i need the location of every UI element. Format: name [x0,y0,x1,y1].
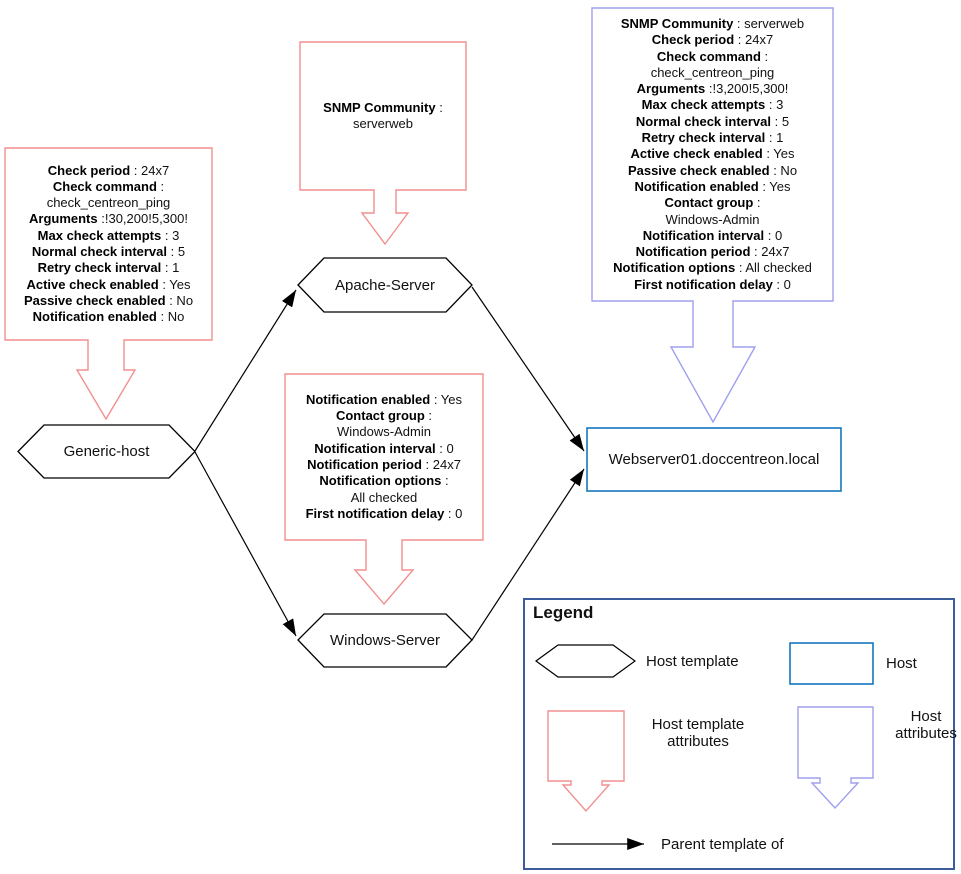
generic-host-attributes-text: Check period : 24x7 Check command : check_centreon_ping Arguments :!30,200!5,300! Max check attempts : 3 Normal check interval : 5 Retry check interval : 1 Active check enabled : Yes Passive check enabled : No Notification enabled : No [23,162,194,325]
node-label-generic-host: Generic-host [63,443,150,460]
legend-label-host: Host [886,655,917,672]
legend-label-host-template-attributes: Host template attributes [651,716,745,750]
node-label-apache-server: Apache-Server [334,276,436,294]
legend-label-host-attributes: Host attributes [895,708,957,742]
legend-label-host-template: Host template [646,652,739,670]
apache-snmp-attributes-text: SNMP Community : serverweb [323,99,443,131]
node-label-windows-server: Windows-Server [329,632,441,649]
legend-title: Legend [533,603,594,622]
legend-host-shape [790,643,873,684]
windows-notification-attributes-text: Notification enabled : Yes Contact group : Windows-Admin Notification interval : 0 Notification period : 24x7 Notification options : All checked First notification delay : 0 [305,391,463,521]
edge-generic-to-windows [195,452,296,636]
node-label-webserver-host: Webserver01.doccentreon.local [608,451,820,468]
webserver-host-attributes-text: SNMP Community : serverweb Check period : 24x7 Check command : check_centreon_ping Arguments :!3,200!5,300! Max check attempts : 3 Normal check interval : 5 Retry check interval : 1 Active check enabled : Yes Passive check enabled : No Notification enabled : Yes Contact group : Windows-Admin Notification interval : 0 Notification period : 24x7 Notification options : All checked First notification delay : 0 [613,15,812,292]
legend-label-parent-template-of: Parent template of [661,835,784,853]
legend-host-template-shape [536,645,635,677]
edge-apache-to-webserver [472,287,584,451]
